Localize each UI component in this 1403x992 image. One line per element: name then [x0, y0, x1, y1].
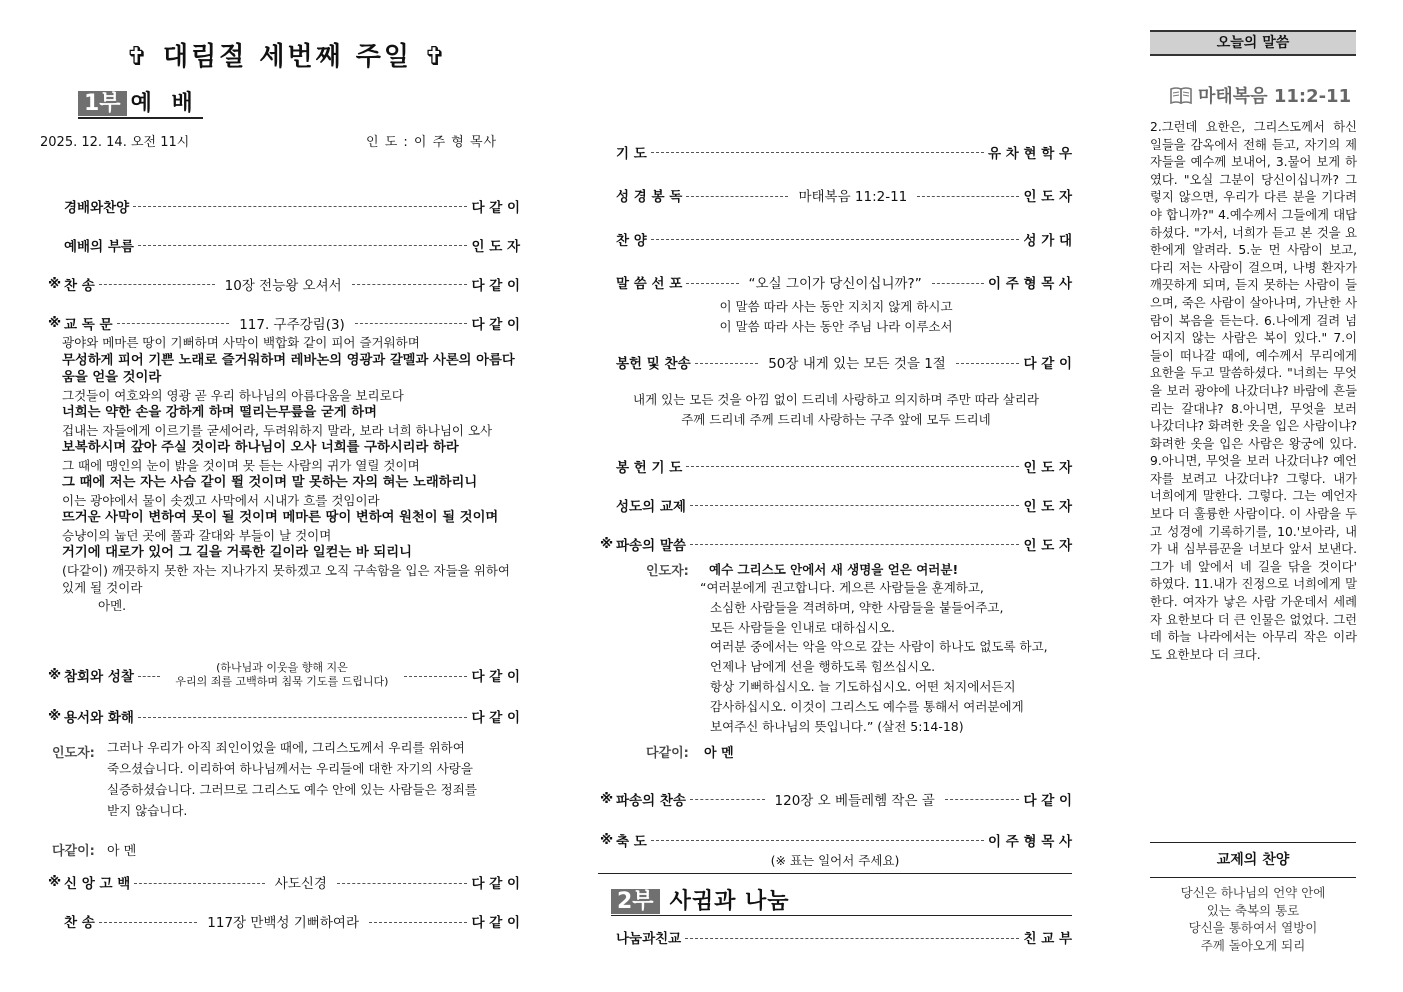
order-item-detail: 사도신경 — [269, 872, 333, 892]
reading-line: 이는 광야에서 물이 솟겠고 사막에서 시내가 흐를 것임이라 — [62, 492, 380, 508]
standing-mark: ※ — [600, 790, 614, 807]
order-item — [600, 446, 1072, 485]
order-item — [600, 524, 1072, 563]
part2-header — [611, 884, 1072, 916]
leader-dots — [690, 799, 765, 800]
order-item-label: 예배의 부름 — [64, 238, 134, 255]
book-icon — [1170, 86, 1192, 104]
order-item — [600, 130, 1072, 174]
leader-dots — [932, 283, 984, 284]
reading-line: 그 때에 맹인의 눈이 밝을 것이며 못 듣는 사람의 귀가 열릴 것이며 — [62, 457, 420, 473]
order-item-who: 다 같 이 — [471, 915, 521, 931]
leader-dots — [117, 323, 230, 324]
order-item-detail: 120장 오 베들레헴 작은 골 — [769, 789, 941, 809]
sending-line: 언제나 남에게 선을 행하도록 힘쓰십시오. — [710, 659, 936, 675]
order-item-fellowship — [600, 927, 1072, 947]
order-item-label: 찬 송 — [64, 277, 95, 294]
order-item-offering — [600, 352, 1072, 372]
order-item-who: 이 주 형 목 사 — [987, 833, 1072, 850]
order-item-label: 축 도 — [616, 833, 647, 850]
order-item-detail: 117. 구주강림(3) — [233, 313, 351, 333]
order-item-who: 이 주 형 목 사 — [987, 276, 1072, 293]
order-item-who: 다 같 이 — [1023, 792, 1072, 809]
prayer-line: 이 말씀 따라 사는 동안 지치지 않게 하시고 — [719, 299, 953, 314]
order-list-middle-2 — [600, 446, 1072, 563]
leader-dots — [651, 239, 1020, 240]
reading-line: 무성하게 피어 기쁜 노래로 즐거워하며 레바논의 영광과 갈멜과 사론의 아름다움을 얻을 것이라 — [62, 352, 515, 385]
order-item-who: 다 같 이 — [471, 876, 520, 892]
assurance-line: 실증하셨습니다. 그러므로 그리스도 예수 안에 있는 사람들은 정죄를 — [107, 782, 477, 797]
order-item-label: 교 독 문 — [64, 316, 113, 333]
sending-response: 아 멘 — [704, 746, 734, 761]
order-item — [600, 778, 1072, 819]
leader-dots — [945, 799, 1020, 800]
order-item-label: 나눔과친교 — [616, 931, 682, 947]
reading-line: 아멘. — [98, 597, 127, 613]
assurance-line: 죽으셨습니다. 이리하여 하나님께서는 우리들에 대한 자기의 사랑을 — [107, 761, 473, 776]
part2-text: 사귐과 나눔 — [669, 889, 790, 914]
order-item-who: 다 같 이 — [471, 316, 521, 333]
bulletin-title: ✞ 대림절 세번째 주일 ✞ — [126, 42, 449, 72]
lyric-line: 주께 드리네 주께 드리네 사랑하는 구주 앞에 모두 드리네 — [681, 412, 991, 427]
order-item-who: 성 가 대 — [1023, 232, 1072, 249]
order-item-who: 다 같 이 — [471, 669, 520, 685]
scripture-reference-text: 마태복음 11:2-11 — [1198, 86, 1352, 107]
order-item-confession — [48, 663, 520, 687]
assurance-line: 그러나 우리가 아직 죄인이었을 때에, 그리스도께서 우리를 위하여 — [107, 740, 465, 755]
order-item-label: 찬 송 — [64, 915, 95, 931]
responsive-reading — [62, 334, 522, 614]
order-item — [48, 264, 520, 303]
sending-first-line: 예수 그리스도 안에서 새 생명을 얻은 여러분! — [709, 562, 959, 577]
reading-line: 뜨거운 사막이 변하여 못이 될 것이며 메마른 땅이 변하여 원천이 될 것이며 — [62, 510, 499, 525]
part1-header — [78, 86, 203, 119]
order-item-who: 인 도 자 — [1023, 189, 1072, 206]
order-item-label: 성도의 교제 — [616, 498, 686, 515]
reading-line: 거기에 대로가 있어 그 길을 거룩한 길이라 일컫는 바 되리니 — [62, 545, 412, 560]
order-item-detail: 117장 만백성 기뻐하여라 — [201, 911, 365, 931]
confession-note-line: (하나님과 이웃을 향해 지은 — [216, 661, 348, 674]
standing-mark: ※ — [48, 275, 62, 292]
leader-dots — [686, 466, 1019, 467]
fellowship-hymn-heading: 교제의 찬양 — [1150, 842, 1356, 878]
reading-line: 승냥이의 눕던 곳에 풀과 갈대와 부들이 날 것이며 — [62, 527, 332, 543]
reading-line: 광야와 메마른 땅이 기뻐하며 사막이 백합화 같이 피어 즐거워하며 — [62, 335, 420, 350]
leader-dots — [917, 196, 1019, 197]
order-item-who: 유 차 현 학 우 — [987, 145, 1072, 162]
order-item-creed — [48, 872, 520, 892]
assurance-response: 아 멘 — [107, 844, 137, 859]
reading-line: (다같이) 깨끗하지 못한 자는 지나가지 못하겠고 오직 구속함을 입은 자들을 위하여 있게 될 것이라 — [62, 562, 510, 595]
order-list-closing — [600, 778, 1072, 860]
confession-note — [164, 661, 400, 689]
order-item — [48, 186, 520, 225]
standing-mark: ※ — [48, 667, 62, 683]
sermon-prayer — [600, 297, 1072, 337]
standing-mark: ※ — [48, 708, 62, 724]
scripture-verses: 2.그런데 요한은, 그리스도께서 하신 일들을 감옥에서 전해 듣고, 자기의 제자들을 예수께 보내어, 3.물어 보게 하였다. "오실 그분이 당신이십니까? 그렇지 않으면, 우리가 다른 분을 기다려야 합니까?" 4.예수께서 그들에게 대답하셨다. "가서, 너희가 듣고 본 것을 요한에게 알려라. 5.눈 먼 사람이 보고, 다리 저는 사람이 걸으며, 나병 환자가 깨끗하게 되며, 듣지 못하는 사람이 들으며, 죽은 사람이 살아나며, 가난한 사람이 복음을 듣는다. 6.나에게 걸려 넘어지지 않는 사람은 복이 있다." 7.이들이 떠나갈 때에, 예수께서 무리에게 요한을 두고 말씀하셨다. "너희는 무엇을 보러 광야에 나갔더냐? 바람에 흔들리는 갈대냐? 8.아니면, 무엇을 보러 나갔더냐? 화려한 옷을 입은 사람이냐? 화려한 옷을 입은 사람은 왕궁에 있다. 9.아니면, 무엇을 보러 나갔더냐? 예언자를 보려고 나갔더냐? 그렇다. 내가 너희에게 말한다. 그렇다. 그는 예언자보다 더 훌륭한 사람이다. 이 사람을 두고 성경에 기록하기를, 10.'보아라, 내가 내 심부름꾼을 너보다 앞서 보낸다. 그가 네 앞에서 네 길을 닦을 것이다' 하였다. 11.내가 진정으로 너희에게 말한다. 여자가 낳은 사람 가운데서 세례자 요한보다 더 큰 인물은 없었다. 그런데 하늘 나라에서는 아무리 작은 이라도 요한보다 더 크다. — [1150, 120, 1357, 662]
confession-note-line: 우리의 죄를 고백하며 침묵 기도를 드립니다) — [175, 675, 389, 688]
reading-line: 그 때에 저는 자는 사슴 같이 뛸 것이며 말 못하는 자의 혀는 노래하리니 — [62, 475, 478, 490]
scripture-reference — [1170, 82, 1351, 108]
reading-line: 너희는 약한 손을 강하게 하며 떨리는무릎을 굳게 하며 — [62, 405, 377, 420]
fellowship-hymn-lyrics — [1150, 884, 1356, 954]
sending-line: “여러분에게 권고합니다. 게으른 사람들을 훈계하고, — [700, 580, 984, 595]
order-list-top — [48, 186, 520, 342]
hymn-line: 당신을 통하여서 열방이 — [1188, 920, 1318, 935]
leader-dots — [686, 283, 738, 284]
order-item-detail: 마태복음 11:2-11 — [792, 185, 913, 205]
part2-tag: 2부 — [611, 889, 660, 914]
order-item — [48, 225, 520, 264]
order-item-who: 인 도 자 — [1023, 537, 1072, 554]
standing-mark: ※ — [48, 874, 62, 890]
order-item-who: 다 같 이 — [471, 710, 520, 726]
leader-dots — [690, 544, 1020, 545]
order-item-who: 인 도 자 — [1023, 459, 1072, 476]
order-item-label: 말 씀 선 포 — [616, 276, 683, 293]
leader-dots — [352, 284, 468, 285]
order-item-who: 인 도 자 — [471, 238, 520, 255]
sending-speaker: 인도자: — [646, 564, 689, 579]
order-item — [600, 174, 1072, 218]
order-item-who: 인 도 자 — [1023, 498, 1072, 515]
hymn-line: 있는 축복의 통로 — [1206, 902, 1300, 918]
order-list-middle — [600, 130, 1072, 304]
sending-line: 모든 사람들을 인내로 대하십시오. — [710, 619, 895, 635]
leader-dots — [138, 245, 468, 246]
part1-text: 예 배 — [130, 91, 199, 116]
order-item-label: 파송의 찬송 — [616, 792, 686, 809]
order-item-detail: 50장 내게 있는 모든 것을 1절 — [762, 352, 952, 372]
assurance-text — [107, 737, 522, 821]
order-item-forgiveness — [48, 706, 520, 726]
leader-dots — [99, 284, 215, 285]
standing-mark: ※ — [600, 535, 614, 552]
standing-mark: ※ — [48, 314, 62, 331]
order-item-label: 참회와 성찰 — [64, 669, 134, 685]
order-item-label: 신 앙 고 백 — [64, 876, 131, 892]
order-item-hymn2 — [48, 911, 520, 931]
order-item-label: 찬 양 — [616, 232, 647, 249]
order-item — [600, 217, 1072, 261]
reading-line: 그것들이 여호와의 영광 곧 우리 하나님의 아름다움을 보리로다 — [62, 387, 404, 403]
reading-line: 보복하시며 갚아 주실 것이라 하나님이 오사 너희를 구하시리라 하라 — [62, 440, 459, 455]
leader-dots — [690, 505, 1020, 506]
order-item-label: 기 도 — [616, 145, 647, 162]
order-item-who: 다 같 이 — [471, 277, 521, 294]
order-item-detail: “오실 그이가 당신이십니까?” — [743, 272, 928, 292]
leader-dots — [651, 840, 984, 841]
today-word-heading: 오늘의 말씀 — [1150, 30, 1356, 56]
order-item-label: 봉 헌 기 도 — [616, 459, 683, 476]
sending-line: 감사하십시오. 이것이 그리스도 예수를 통해서 여러분에게 — [710, 698, 1024, 714]
sending-text — [700, 578, 1080, 736]
order-item-detail: 10장 전능왕 오셔서 — [219, 274, 348, 294]
leader-dots — [686, 196, 788, 197]
order-item-who: 다 같 이 — [1023, 356, 1072, 372]
part1-tag: 1부 — [78, 91, 127, 116]
order-item-label: 경배와찬양 — [64, 199, 130, 216]
order-item-label: 봉헌 및 찬송 — [616, 356, 691, 372]
leader-dots — [133, 206, 467, 207]
offering-lyrics — [600, 390, 1072, 430]
order-item — [600, 485, 1072, 524]
reading-line: 겁내는 자들에게 이르기를 굳세어라, 두려워하지 말라, 보라 너희 하나님이 오사 — [62, 422, 493, 438]
assurance-speaker: 인도자: — [52, 746, 95, 761]
order-item-label: 용서와 화해 — [64, 710, 134, 726]
assurance-response-label: 다같이: — [52, 844, 95, 859]
stand-note: (※ 표는 일어서 주세요) — [598, 851, 1072, 874]
service-date: 2025. 12. 14. 오전 11시 — [40, 135, 190, 150]
order-item-who: 다 같 이 — [471, 199, 520, 216]
hymn-line: 당신은 하나님의 언약 안에 — [1180, 885, 1326, 900]
sending-line: 소심한 사람들을 격려하며, 약한 사람들을 붙들어주고, — [710, 599, 1004, 615]
leader-dots — [355, 323, 468, 324]
assurance-line: 받지 않습니다. — [107, 803, 188, 818]
lyric-line: 내게 있는 모든 것을 아낌 없이 드리네 사랑하고 의지하며 주만 따라 살리라 — [633, 392, 1039, 407]
standing-mark: ※ — [600, 831, 614, 848]
sending-response-label: 다같이: — [646, 746, 689, 761]
order-item-label: 파송의 말씀 — [616, 537, 686, 554]
prayer-line: 이 말씀 따라 사는 동안 주님 나라 이루소서 — [719, 319, 953, 334]
sending-line: 항상 기뻐하십시오. 늘 기도하십시오. 어떤 처지에서든지 — [710, 678, 1016, 694]
service-leader: 인 도 : 이 주 형 목사 — [366, 135, 498, 150]
order-item-label: 성 경 봉 독 — [616, 189, 683, 206]
hymn-line: 주께 돌아오게 되리 — [1200, 937, 1306, 953]
sending-line: 보여주신 하나님의 뜻입니다.” (살전 5:14-18) — [710, 718, 964, 734]
leader-dots — [651, 152, 984, 153]
order-item-who: 친 교 부 — [1023, 931, 1072, 947]
sending-line: 여러분 중에서는 악을 악으로 갚는 사람이 하나도 없도록 하고, — [710, 639, 1048, 655]
